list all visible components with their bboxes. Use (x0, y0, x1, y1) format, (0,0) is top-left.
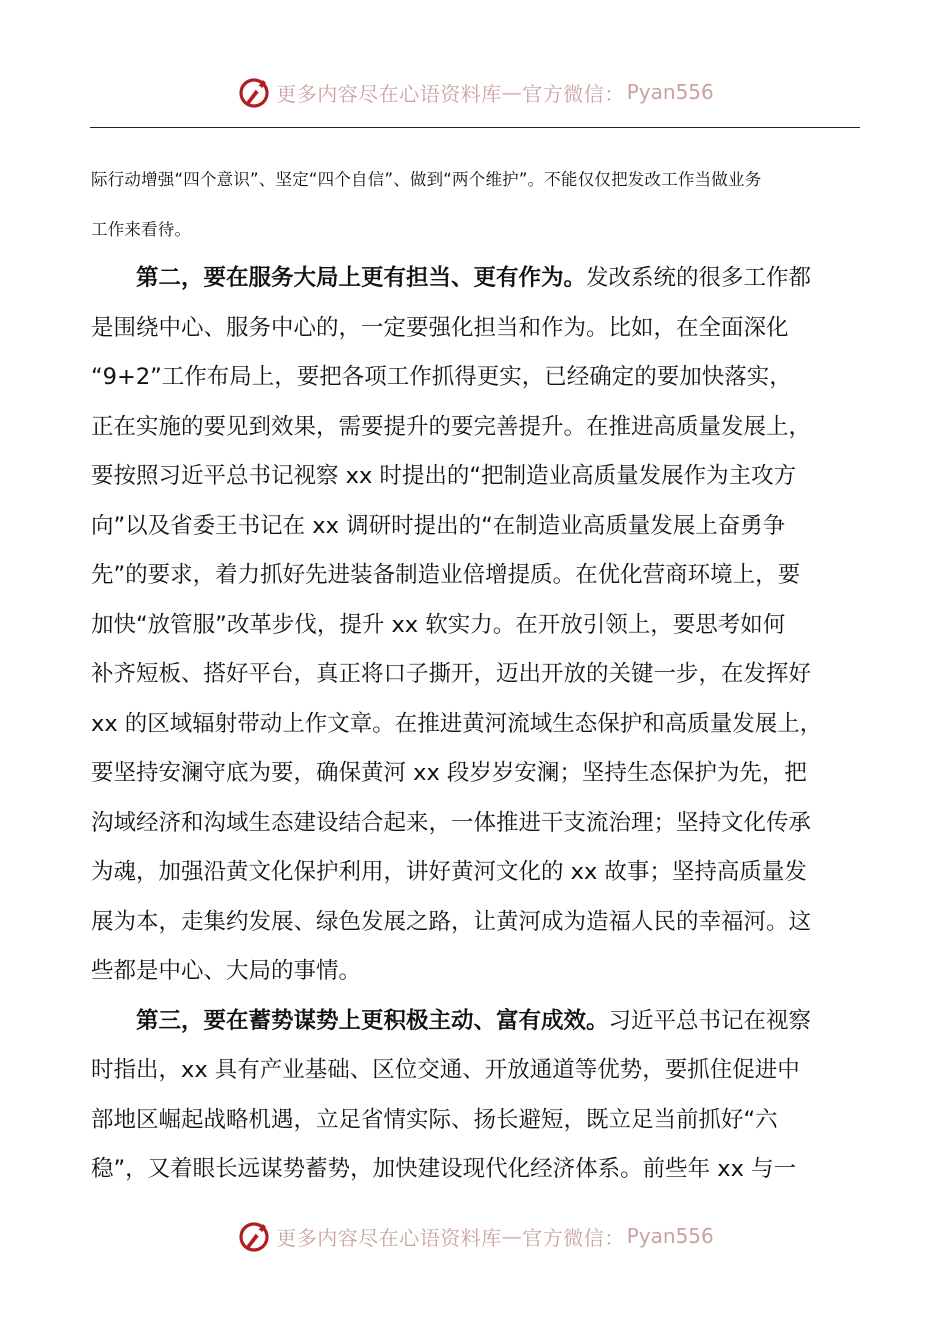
watermark-wechat-id: Pyan556 (626, 80, 714, 104)
watermark-banner-top (0, 70, 950, 114)
paragraph-line: 是围绕中心、服务中心的，一定要强化担当和作为。比如，在全面深化 (91, 314, 789, 341)
paragraph-line: 正在实施的要见到效果，需要提升的要完善提升。在推进高质量发展上， (91, 413, 812, 440)
paragraph-line: 稳”，又着眼长远谋势蓄势，加快建设现代化经济体系。前些年 xx 与一 (91, 1156, 797, 1182)
continued-line-2: 工作来看待。 (91, 220, 192, 239)
paragraph-third-heading: 第三，要在蓄势谋势上更积极主动、富有成效。 (136, 1007, 609, 1034)
watermark-banner-bottom (0, 1214, 950, 1258)
watermark-dash: — (501, 80, 523, 104)
watermark-wechat-id: Pyan556 (626, 1224, 714, 1248)
paragraph-line: 时指出，xx 具有产业基础、区位交通、开放通道等优势，要抓住促进中 (91, 1057, 800, 1083)
document-body (91, 155, 861, 1195)
paragraph-line: “9+2”工作布局上，要把各项工作抓得更实，已经确定的要加快落实， (91, 364, 792, 390)
paragraph-line: xx 的区域辐射带动上作文章。在推进黄河流域生态保护和高质量发展上， (91, 710, 823, 737)
paragraph-line: 发改系统的很多工作都 (586, 265, 812, 291)
header-divider (90, 127, 860, 128)
watermark-brand: 更多内容尽在心语资料库 (276, 81, 502, 106)
pen-logo-icon (236, 1218, 272, 1254)
watermark-dash: — (501, 1224, 523, 1248)
paragraph-line: 要坚持安澜守底为要，确保黄河 xx 段岁岁安澜；坚持生态保护为先，把 (91, 760, 807, 786)
watermark-wechat-label: 官方微信： (522, 81, 625, 106)
paragraph-second (91, 254, 861, 997)
paragraph-line: 为魂，加强沿黄文化保护利用，讲好黄河文化的 xx 故事；坚持高质量发 (91, 859, 807, 885)
pen-logo-icon (236, 74, 272, 110)
paragraph-line: 加快“放管服”改革步伐，提升 xx 软实力。在开放引领上，要思考如何 (91, 611, 786, 638)
watermark-brand: 更多内容尽在心语资料库 (276, 1225, 502, 1250)
paragraph-line: 沟域经济和沟域生态建设结合起来，一体推进干支流治理；坚持文化传承 (91, 809, 812, 836)
paragraph-second-heading: 第二，要在服务大局上更有担当、更有作为。 (136, 265, 587, 291)
paragraph-line: 补齐短板、搭好平台，真正将口子撕开，迈出开放的关键一步，在发挥好 (91, 661, 812, 687)
paragraph-line: 习近平总书记在视察 (608, 1007, 812, 1034)
paragraph-line: 展为本，走集约发展、绿色发展之路，让黄河成为造福人民的幸福河。这 (91, 908, 812, 935)
paragraph-third (91, 997, 861, 1195)
continued-line-1: 际行动增强“四个意识”、坚定“四个自信”、做到“两个维护”。不能仅仅把发改工作当做业务 (91, 170, 762, 189)
paragraph-line: 些都是中心、大局的事情。 (91, 958, 362, 984)
paragraph-line: 部地区崛起战略机遇，立足省情实际、扬长避短，既立足当前抓好“六 (91, 1106, 778, 1133)
paragraph-line: 要按照习近平总书记视察 xx 时提出的“把制造业高质量发展作为主攻方 (91, 463, 797, 489)
paragraph-line: 先”的要求，着力抓好先进装备制造业倍增提质。在优化营商环境上，要 (91, 562, 801, 588)
paragraph-line: 向”以及省委王书记在 xx 调研时提出的“在制造业高质量发展上奋勇争 (91, 512, 786, 539)
watermark-wechat-label: 官方微信： (522, 1225, 625, 1250)
